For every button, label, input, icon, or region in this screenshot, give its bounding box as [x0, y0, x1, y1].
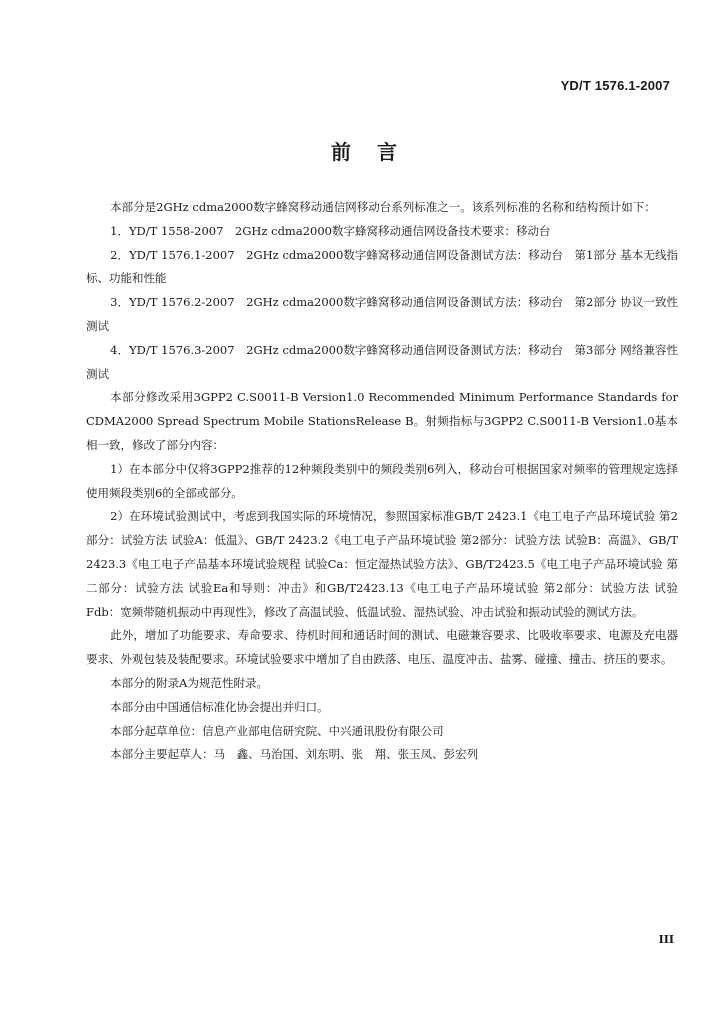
- paragraph-modification-1: 1）在本部分中仅将3GPP2推荐的12种频段类别中的频段类别6列入，移动台可根据国家对频率的管理规定选择使用频段类别6的全部或部分。: [86, 461, 678, 500]
- paragraph-annex: 本部分的附录A为规范性附录。: [110, 675, 268, 690]
- paragraph-series-intro: 本部分是2GHz cdma2000数字蜂窝移动通信网移动台系列标准之一。该系列标准的名称和结构预计如下：: [110, 200, 656, 214]
- list-item-part-1576-3: 4．YD/T 1576.3-2007 2GHz cdma2000数字蜂窝移动通信网设备测试方法：移动台 第3部分 网络兼容性测试: [86, 342, 678, 381]
- paragraph-modification-2: 2）在环境试验测试中，考虑到我国实际的环境情况，参照国家标准GB/T 2423.1《电工电子产品环境试验 第2部分：试验方法 试验A：低温》、GB/T 2423.2《电工电子产品环境试验 第2部分：试验方法 试验B：高温》、GB/T 2423.3《电工电子产品基本环境试验规程 试验Ca：恒定湿热试验方法》、GB/T2423.5《电工电子产品环境试验 第二部分：试验方法 试验Ea和导则：冲击》和GB/T2423.13《电工电子产品环境试验 第2部分：试验方法 试验Fdb：宽频带随机振动中再现性》，修改了高温试验、低温试验、湿热试验、冲击试验和振动试验的测试方法。: [86, 509, 678, 619]
- list-item-part-1576-2: 3．YD/T 1576.2-2007 2GHz cdma2000数字蜂窝移动通信网设备测试方法：移动台 第2部分 协议一致性测试: [86, 295, 678, 333]
- foreword-body: [86, 196, 678, 767]
- page-title: 前言: [331, 140, 423, 164]
- standard-number: YD/T 1576.1-2007: [560, 78, 670, 93]
- paragraph-additions: 此外，增加了功能要求、寿命要求、待机时间和通话时间的测试、电磁兼容要求、比吸收率要求、电源及充电器要求、外观包装及装配要求。环境试验要求中增加了自由跌落、电压、温度冲击、盐雾、碰撞、撞击、挤压的要求。: [86, 628, 678, 667]
- paragraph-adoption: 本部分修改采用3GPP2 C.S0011-B Version1.0 Recommended Minimum Performance Standards for CDMA2000 Spread Spectrum Mobile StationsRelease B。射频指标与3GPP2 C.S0011-B Version1.0基本相一致，修改了部分内容：: [86, 390, 678, 452]
- paragraph-drafting-units: 本部分起草单位：信息产业部电信研究院、中兴通讯股份有限公司: [110, 723, 444, 738]
- list-item-part-1576-1: 2．YD/T 1576.1-2007 2GHz cdma2000数字蜂窝移动通信网设备测试方法：移动台 第1部分 基本无线指标、功能和性能: [86, 247, 678, 286]
- paragraph-proposer: 本部分由中国通信标准化协会提出并归口。: [110, 699, 329, 714]
- list-item-part-1558: 1．YD/T 1558-2007 2GHz cdma2000数字蜂窝移动通信网设备技术要求：移动台: [110, 223, 551, 238]
- paragraph-drafters: 本部分主要起草人：马 鑫、马治国、刘东明、张 翔、张玉凤、彭宏列: [110, 747, 479, 762]
- page-number: III: [658, 933, 674, 946]
